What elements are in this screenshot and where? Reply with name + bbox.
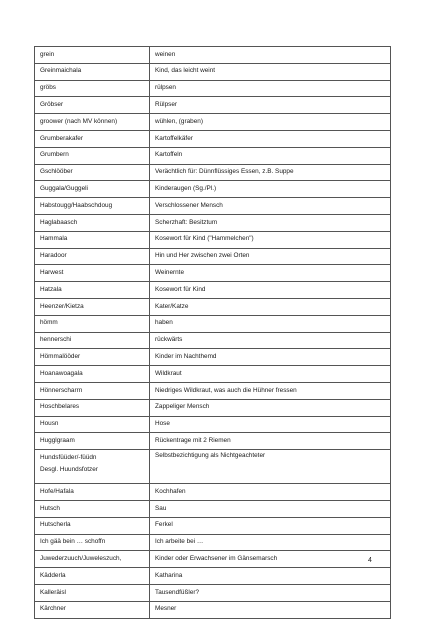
dictionary-table-body bbox=[35, 47, 391, 619]
meaning-cell: Kinderaugen (Sg./Pl.) bbox=[150, 181, 391, 198]
meaning-cell: Verschlossener Mensch bbox=[150, 198, 391, 215]
table-row bbox=[35, 248, 391, 265]
meaning-cell: weinen bbox=[150, 47, 391, 64]
term-cell: Haradoor bbox=[35, 248, 150, 265]
table-row bbox=[35, 130, 391, 147]
term-cell: Hoanawoagala bbox=[35, 366, 150, 383]
table-row bbox=[35, 382, 391, 399]
term-cell: Habstougg/Haabschdoug bbox=[35, 198, 150, 215]
meaning-cell: Verächtlich für: Dünnflüssiges Essen, z.B. Suppe bbox=[150, 164, 391, 181]
term-cell: Kalleräisl bbox=[35, 584, 150, 601]
term-cell: Hatzala bbox=[35, 282, 150, 299]
table-row bbox=[35, 416, 391, 433]
table-row bbox=[35, 164, 391, 181]
meaning-cell: Kater/Katze bbox=[150, 298, 391, 315]
meaning-cell: Zappeliger Mensch bbox=[150, 399, 391, 416]
meaning-cell: Mesner bbox=[150, 601, 391, 618]
meaning-cell: Weinernte bbox=[150, 265, 391, 282]
term-cell bbox=[35, 450, 150, 484]
meaning-cell: Niedriges Wildkraut, was auch die Hühner fressen bbox=[150, 382, 391, 399]
meaning-cell: haben bbox=[150, 315, 391, 332]
table-row bbox=[35, 433, 391, 450]
table-row bbox=[35, 47, 391, 64]
term-cell: Hutscherla bbox=[35, 517, 150, 534]
term-cell: Hofe/Hafala bbox=[35, 484, 150, 501]
table-row bbox=[35, 534, 391, 551]
term-cell: groower (nach MV können) bbox=[35, 114, 150, 131]
table-row bbox=[35, 349, 391, 366]
table-row bbox=[35, 366, 391, 383]
table-row bbox=[35, 484, 391, 501]
term-cell: Harwest bbox=[35, 265, 150, 282]
term-cell: Grumberakafer bbox=[35, 130, 150, 147]
meaning-cell: Kosewort für Kind ("Hammelchen") bbox=[150, 231, 391, 248]
table-row bbox=[35, 265, 391, 282]
meaning-cell: Hin und Her zwischen zwei Orten bbox=[150, 248, 391, 265]
table-row bbox=[35, 147, 391, 164]
meaning-cell: Wildkraut bbox=[150, 366, 391, 383]
table-row bbox=[35, 601, 391, 618]
term-cell: gröbs bbox=[35, 80, 150, 97]
meaning-cell: Tausendfüßler? bbox=[150, 584, 391, 601]
term-cell: Kärchner bbox=[35, 601, 150, 618]
table-row bbox=[35, 114, 391, 131]
term-cell: Hammala bbox=[35, 231, 150, 248]
meaning-cell: Kinder im Nachthemd bbox=[150, 349, 391, 366]
term-line-secondary: Desgl. Huundsfotzer bbox=[40, 466, 98, 474]
term-cell: Hutsch bbox=[35, 500, 150, 517]
term-cell: Guggala/Guggeli bbox=[35, 181, 150, 198]
table-row bbox=[35, 63, 391, 80]
term-cell: Haglabaasch bbox=[35, 214, 150, 231]
meaning-cell: Kind, das leicht weint bbox=[150, 63, 391, 80]
term-cell: Heenzer/Kietza bbox=[35, 298, 150, 315]
table-row bbox=[35, 399, 391, 416]
term-cell: Greinmaichala bbox=[35, 63, 150, 80]
table-row bbox=[35, 298, 391, 315]
table-row bbox=[35, 181, 391, 198]
meaning-cell: Kosewort für Kind bbox=[150, 282, 391, 299]
term-line: Hundsfüüder/-füüdn bbox=[40, 454, 97, 462]
term-cell: Grumbern bbox=[35, 147, 150, 164]
meaning-cell: Hose bbox=[150, 416, 391, 433]
meaning-cell: Kartoffeln bbox=[150, 147, 391, 164]
term-cell: Hugglgraam bbox=[35, 433, 150, 450]
term-cell: grein bbox=[35, 47, 150, 64]
meaning-cell: Kochhafen bbox=[150, 484, 391, 501]
table-row bbox=[35, 282, 391, 299]
table-row bbox=[35, 80, 391, 97]
meaning-cell: Rückentrage mit 2 Riemen bbox=[150, 433, 391, 450]
table-row bbox=[35, 332, 391, 349]
term-cell: Hömmalööder bbox=[35, 349, 150, 366]
term-cell: Juwederzuuch/Juweleszuch, bbox=[35, 551, 150, 568]
page-number: 4 bbox=[368, 557, 372, 564]
meaning-cell: Scherzhaft: Besitztum bbox=[150, 214, 391, 231]
meaning-cell: Sau bbox=[150, 500, 391, 517]
dictionary-table bbox=[34, 46, 391, 619]
meaning-cell: Ferkel bbox=[150, 517, 391, 534]
table-row bbox=[35, 551, 391, 568]
meaning-cell: Katharina bbox=[150, 568, 391, 585]
table-row bbox=[35, 231, 391, 248]
table-row bbox=[35, 198, 391, 215]
meaning-cell: Selbstbezichtigung als Nichtgeachteter bbox=[150, 450, 391, 484]
term-cell: Ich gää bein … schoffn bbox=[35, 534, 150, 551]
term-cell: Gschlööber bbox=[35, 164, 150, 181]
meaning-cell: Kartoffelkäfer bbox=[150, 130, 391, 147]
term-cell: Gröbser bbox=[35, 97, 150, 114]
table-row bbox=[35, 214, 391, 231]
term-cell: Kädderla bbox=[35, 568, 150, 585]
meaning-cell: Rülpser bbox=[150, 97, 391, 114]
table-row bbox=[35, 315, 391, 332]
meaning-cell: rückwärts bbox=[150, 332, 391, 349]
term-cell: Housn bbox=[35, 416, 150, 433]
term-cell: Hönnerscharrn bbox=[35, 382, 150, 399]
table-row bbox=[35, 450, 391, 484]
meaning-cell: Ich arbeite bei … bbox=[150, 534, 391, 551]
table-row bbox=[35, 517, 391, 534]
table-row bbox=[35, 97, 391, 114]
term-cell: hömm bbox=[35, 315, 150, 332]
table-row bbox=[35, 584, 391, 601]
table-row bbox=[35, 568, 391, 585]
table-row bbox=[35, 500, 391, 517]
meaning-cell: wühlen, (graben) bbox=[150, 114, 391, 131]
meaning-cell: rülpsen bbox=[150, 80, 391, 97]
meaning-cell: Kinder oder Erwachsener im Gänsemarsch bbox=[150, 551, 391, 568]
term-cell: Hoschbelares bbox=[35, 399, 150, 416]
term-cell: hennerschi bbox=[35, 332, 150, 349]
